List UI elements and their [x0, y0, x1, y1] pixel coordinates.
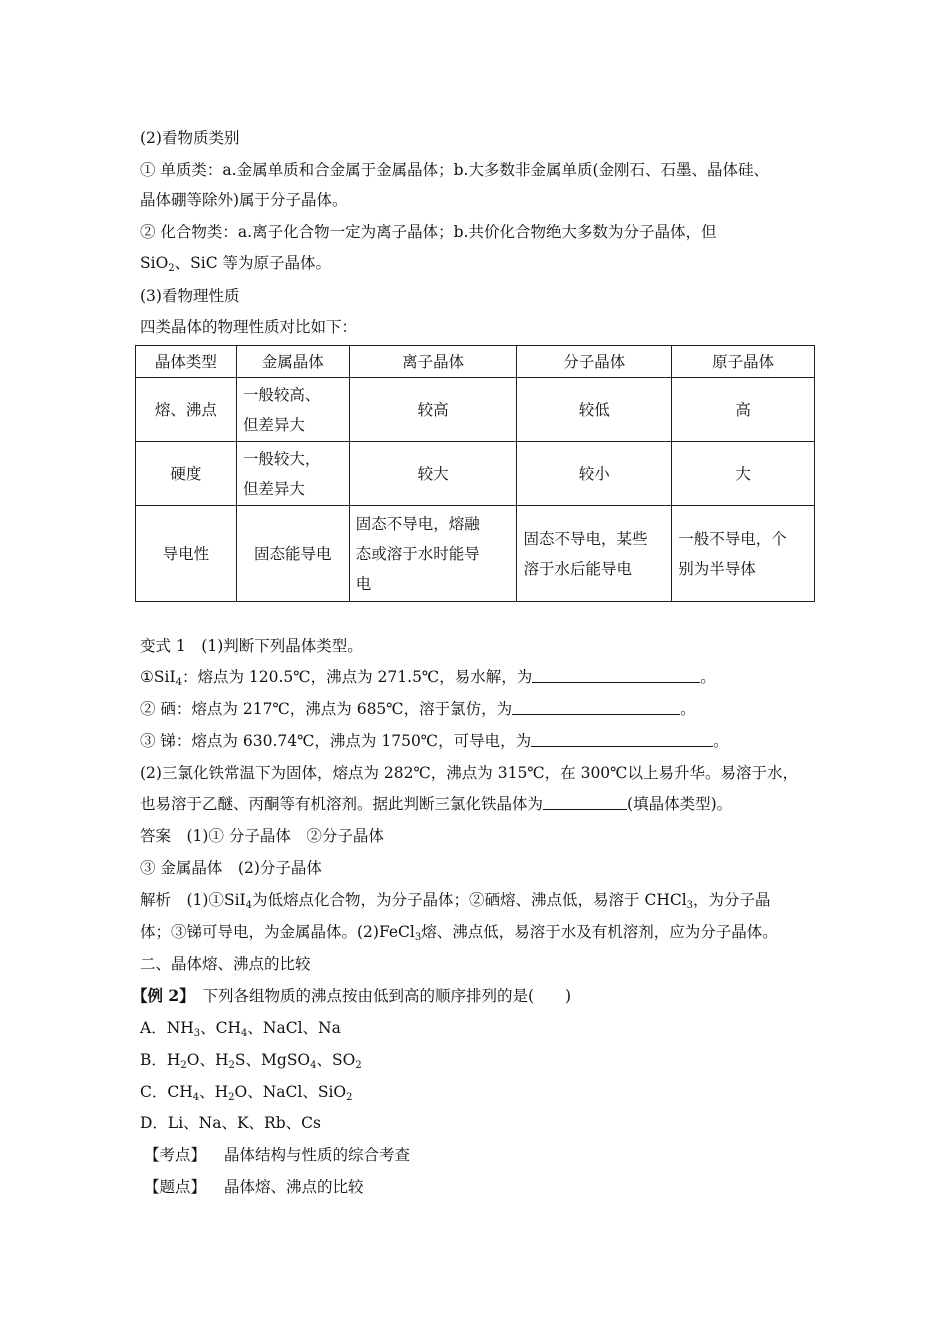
example2-tag: 【例 2】	[132, 986, 187, 1005]
table-row	[136, 442, 815, 506]
variant1-q2: ② 硒：熔点为 217℃，沸点为 685℃，溶于氯仿，为 。	[140, 700, 696, 718]
section2-item2-line2: SiO$_2$、SiC 等为原子晶体。	[140, 254, 332, 274]
table-cell: 固态不导电，熔融 态或溶于水时能导 电	[349, 506, 517, 602]
answer-blank[interactable]	[531, 732, 713, 747]
table-row	[136, 506, 815, 602]
variant1-q4-line1: (2)三氯化铁常温下为固体，熔点为 282℃，沸点为 315℃，在 300℃以上易升华。易溶于水，	[140, 764, 799, 782]
tidian-text: 晶体熔、沸点的比较	[224, 1178, 364, 1196]
section2-item1-line1: ① 单质类：a.金属单质和合金属于金属晶体；b.大多数非金属单质(金刚石、石墨、晶体硅、	[140, 161, 769, 179]
analysis-line1: 解析 (1)①SiI$_4$为低熔点化合物，为分子晶体；②硒熔、沸点低，易溶于 CHCl$_3$，为分子晶	[140, 891, 771, 911]
section-two-heading: 二、晶体熔、沸点的比较	[140, 955, 311, 973]
answer-line1: 答案 (1)① 分子晶体 ②分子晶体	[140, 827, 384, 845]
option-a[interactable]: A．$NH_3$、$CH_4$、NaCl、Na	[140, 1019, 341, 1039]
analysis-line2: 体；③锑可导电，为金属晶体。(2)FeCl$_3$熔、沸点低，易溶于水及有机溶剂，应为分子晶体。	[140, 923, 778, 943]
variant1-q3: ③ 锑：熔点为 630.74℃，沸点为 1750℃，可导电，为 。	[140, 732, 729, 750]
section2-item1-line2: 晶体硼等除外)属于分子晶体。	[140, 191, 348, 209]
variant1-q1: ①SiI$_4$：熔点为 120.5℃，沸点为 271.5℃，易水解，为 。	[140, 668, 716, 688]
answer-blank[interactable]	[532, 668, 700, 683]
example2-question: 【例 2】 下列各组物质的沸点按由低到高的顺序排列的是( )	[132, 986, 572, 1005]
table-header-cell: 分子晶体	[517, 346, 672, 378]
option-c[interactable]: C．$CH_4$、$H_2O$、NaCl、SiO$_2$	[140, 1083, 353, 1103]
table-cell: 一般较高、 但差异大	[236, 378, 349, 442]
section3-heading: (3)看物理性质	[140, 287, 240, 305]
table-row	[136, 378, 815, 442]
crystal-property-table	[135, 345, 815, 602]
table-cell: 一般较大， 但差异大	[236, 442, 349, 506]
section2-heading: (2)看物质类别	[140, 129, 240, 147]
row-label: 导电性	[136, 506, 237, 602]
table-cell: 较低	[517, 378, 672, 442]
table-cell: 固态能导电	[236, 506, 349, 602]
table-header-cell: 晶体类型	[136, 346, 237, 378]
row-label: 熔、沸点	[136, 378, 237, 442]
table-header-cell: 金属晶体	[236, 346, 349, 378]
answer-line2: ③ 金属晶体 (2)分子晶体	[140, 859, 322, 877]
table-cell: 一般不导电，个 别为半导体	[672, 506, 815, 602]
table-cell: 较小	[517, 442, 672, 506]
answer-blank[interactable]	[512, 700, 680, 715]
answer-blank[interactable]	[543, 795, 627, 810]
kaodian-label: 【考点】	[144, 1146, 207, 1164]
table-cell: 较高	[349, 378, 517, 442]
variant1-title: 变式 1 (1)判断下列晶体类型。	[140, 637, 363, 655]
section3-intro: 四类晶体的物理性质对比如下：	[140, 318, 358, 336]
table-header-cell: 离子晶体	[349, 346, 517, 378]
table-cell: 固态不导电，某些 溶于水后能导电	[517, 506, 672, 602]
variant1-q4-line2: 也易溶于乙醚、丙酮等有机溶剂。据此判断三氯化铁晶体为 (填晶体类型)。	[140, 795, 733, 813]
kaodian-text: 晶体结构与性质的综合考查	[224, 1146, 411, 1164]
tidian-label: 【题点】	[144, 1178, 207, 1196]
row-label: 硬度	[136, 442, 237, 506]
table-cell: 高	[672, 378, 815, 442]
kaodian	[144, 1145, 410, 1165]
table-cell: 大	[672, 442, 815, 506]
table-header-row	[136, 346, 815, 378]
tidian	[144, 1177, 364, 1197]
table-cell: 较大	[349, 442, 517, 506]
option-d[interactable]: D．Li、Na、K、Rb、Cs	[140, 1114, 321, 1132]
table-header-cell: 原子晶体	[672, 346, 815, 378]
option-b[interactable]: B．$H_2O$、$H_2S$、MgSO$_4$、$SO_2$	[140, 1051, 362, 1071]
section2-item2-line1: ② 化合物类：a.离子化合物一定为离子晶体；b.共价化合物绝大多数为分子晶体，但	[140, 223, 717, 241]
